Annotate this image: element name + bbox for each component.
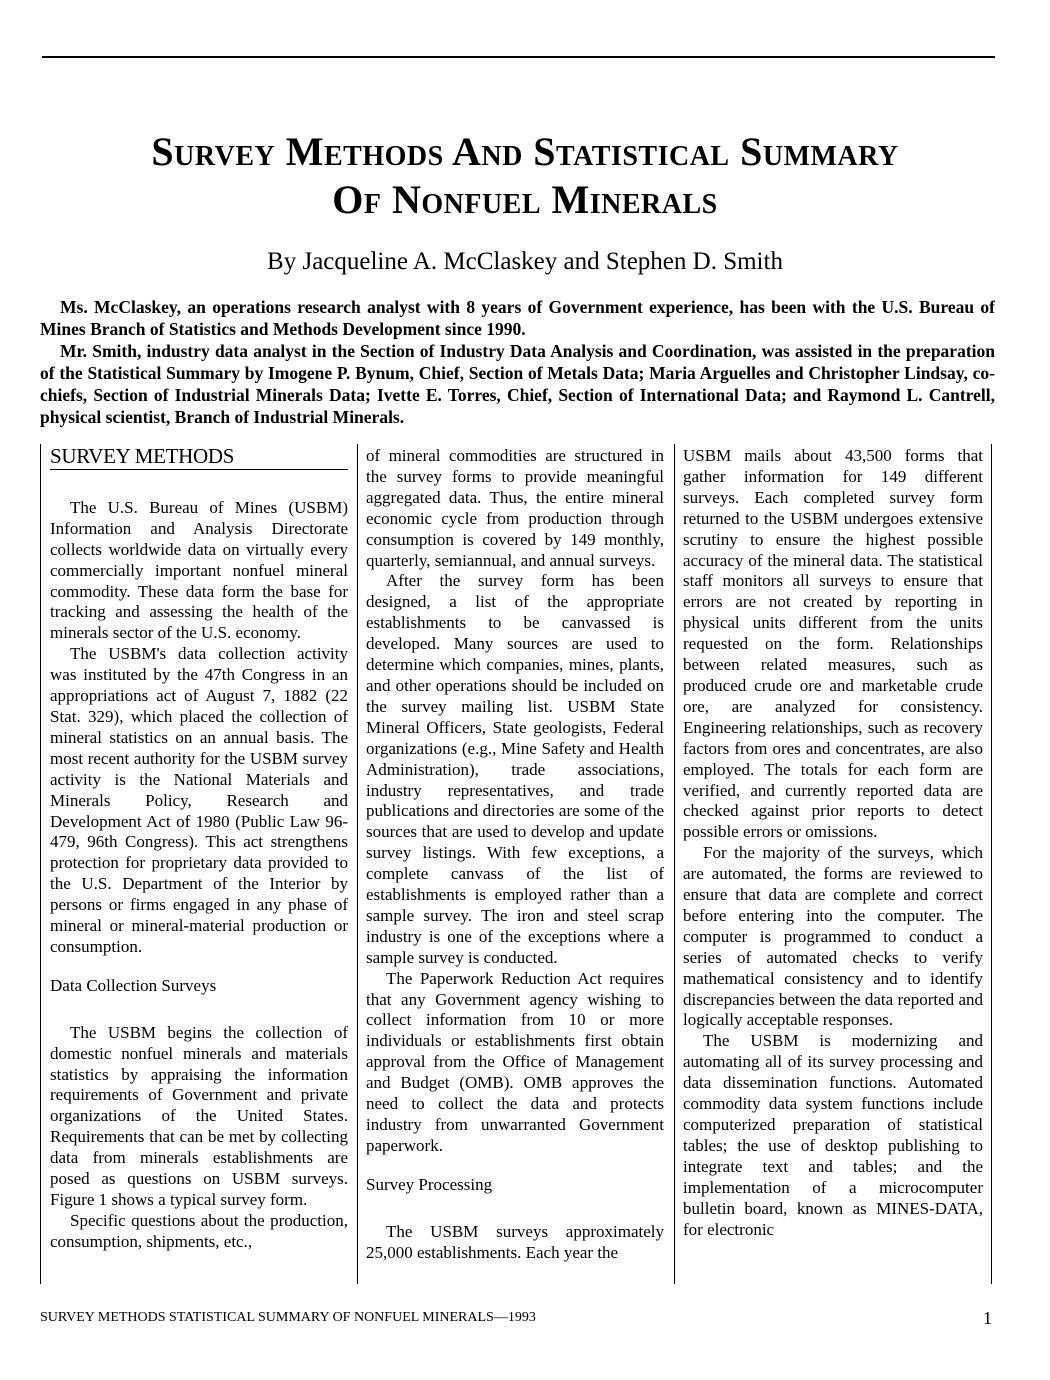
paragraph: USBM mails about 43,500 forms that gather information for 149 different surveys. Each completed survey form returned to the USBM undergoes extensive scrutiny to ensure the highest possible accuracy of the mineral data. The statistical staff monitors all surveys to ensure that errors are not created by reporting in physical units different from the units requested on the form. Relationships between related measures, such as produced crude ore and marketable crude ore, are analyzed for consistency. Engineering relationships, such as recovery factors from ores and concentrates, are also employed. The totals for each form are verified, and currently reported data are checked against prior reports to detect possible errors or omissions. [683,446,983,842]
column-3 [683,446,983,1240]
bio-mcclaskey: Ms. McClaskey, an operations research analyst with 8 years of Government experience, has been with the U.S. Bureau of Mines Branch of Statistics and Methods Development since 1990. [40,297,995,339]
top-rule [42,56,995,58]
byline: By Jacqueline A. McClaskey and Stephen D. Smith [267,248,783,275]
author-bios [40,296,995,428]
column-2 [366,446,664,1264]
paragraph: For the majority of the surveys, which are automated, the forms are reviewed to ensure that data are complete and correct before entering into the computer. The computer is programmed to conduct a series of automated checks to verify mathematical consistency and to identify discrepancies between the data reported and logically acceptable responses. [683,843,983,1030]
column-rule-right [991,444,992,1284]
paragraph: The Paperwork Reduction Act requires that any Government agency wishing to collect information from 10 or more individuals or establishments first obtain approval from the Office of Management and Budget (OMB). OMB approves the need to collect the data and protects industry from unwarranted Government paperwork. [366,968,664,1155]
column-rule-1 [357,444,358,1284]
running-footer: SURVEY METHODS STATISTICAL SUMMARY OF NONFUEL MINERALS—1993 [40,1310,536,1325]
paragraph: After the survey form has been designed, a list of the appropriate establishments to be canvassed is developed. Many sources are used to determine which companies, mines, plants, and other operations should be included on the survey mailing list. USBM State Mineral Officers, State geologists, Federal organizations (e.g., Mine Safety and Health Administration), trade associations, industry representatives, and trade publications and directories are some of the sources that are used to develop and update survey listings. With few exceptions, a complete canvass of the list of establishments is employed rather than a sample survey. The iron and steel scrap industry is one of the exceptions where a sample survey is conducted. [366,571,664,967]
paragraph: The USBM is modernizing and automating all of its survey processing and data dissemination functions. Automated commodity data system functions include computerized preparation of statistical tables; the use of desktop publishing to integrate text and tables; and the implementation of a microcomputer bulletin board, known as MINES-DATA, for electronic [683,1031,983,1239]
paragraph: of mineral commodities are structured in the survey forms to provide meaningful aggregated data. Thus, the entire mineral economic cycle from production through consumption is covered by 149 monthly, quarterly, semiannual, and annual surveys. [366,446,664,570]
subheading-data-collection-surveys: Data Collection Surveys [50,975,217,995]
bio-smith: Mr. Smith, industry data analyst in the Section of Industry Data Analysis and Coordination, was assisted in the preparation of the Statistical Summary by Imogene P. Bynum, Chief, Section of Metals Data; Maria Arguelles and Christopher Lindsay, co-chiefs, Section of Industrial Minerals Data; Ivette E. Torres, Chief, Section of International Data; and Raymond L. Cantrell, physical scientist, Branch of Industrial Minerals. [40,341,995,427]
column-1 [50,446,348,1253]
section-heading-survey-methods: SURVEY METHODS [50,446,348,470]
paragraph: The USBM's data collection activity was instituted by the 47th Congress in an appropriations act of August 7, 1882 (22 Stat. 329), which placed the collection of mineral statistics on an annual basis. The most recent authority for the USBM survey activity is the National Materials and Minerals Policy, Research and Development Act of 1980 (Public Law 96-479, 96th Congress). This act strengthens protection for proprietary data provided to the U.S. Department of the Interior by persons or firms engaged in any phase of mineral or mineral-material production or consumption. [50,644,348,956]
page-number: 1 [983,1308,992,1328]
column-rule-2 [674,444,675,1284]
title-line-1: Survey Methods And Statistical Summary [151,129,899,174]
paragraph: Specific questions about the production, consumption, shipments, etc., [50,1210,348,1251]
title-line-2: Of Nonfuel Minerals [332,177,718,222]
page-title [0,128,1050,224]
paragraph: The USBM surveys approximately 25,000 establishments. Each year the [366,1221,664,1262]
paragraph: The USBM begins the collection of domestic nonfuel minerals and materials statistics by appraising the information requirements of Government and private organizations of the United States. Requirements that can be met by collecting data from minerals establishments are posed as questions on USBM surveys. Figure 1 shows a typical survey form. [50,1022,348,1209]
paragraph: The U.S. Bureau of Mines (USBM) Information and Analysis Directorate collects worldwide data on virtually every commercially important nonfuel mineral commodity. These data form the base for tracking and assessing the health of the minerals sector of the U.S. economy. [50,497,348,643]
subheading-survey-processing: Survey Processing [366,1174,493,1194]
column-rule-left [40,444,41,1284]
